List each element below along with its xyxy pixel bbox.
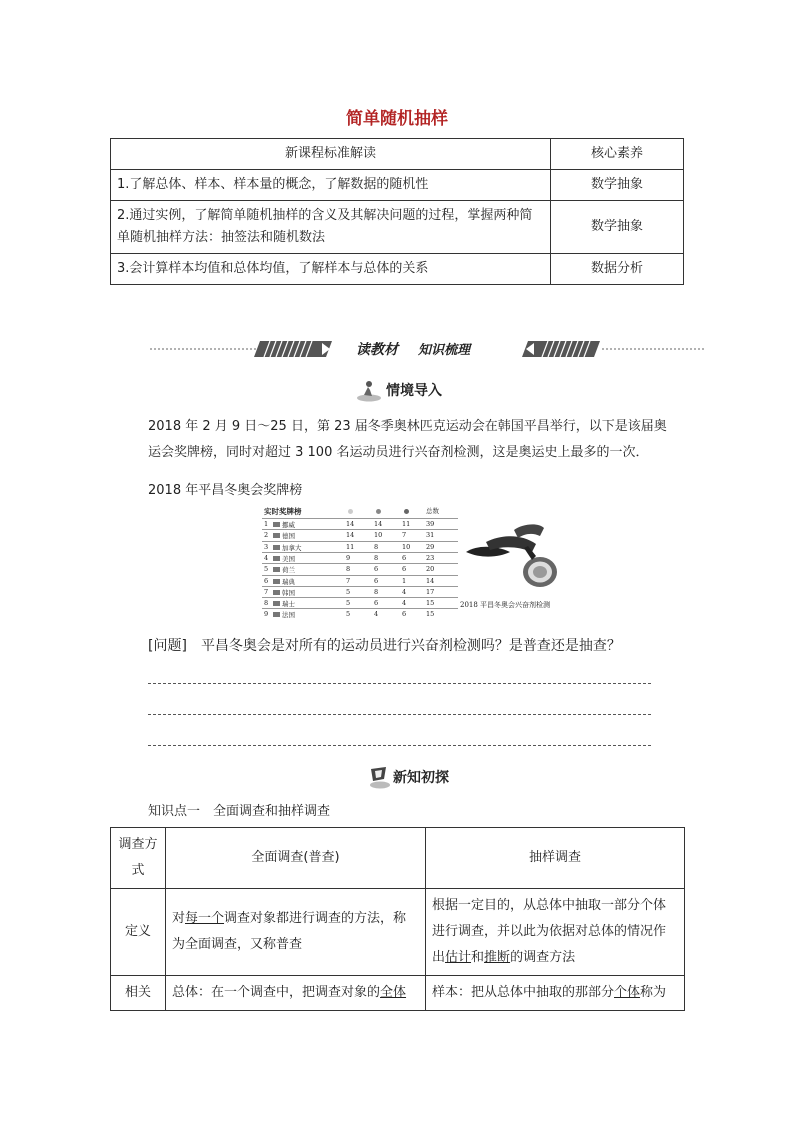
medal-cell-g: 9 — [346, 553, 351, 562]
medal-cell-s: 4 — [374, 610, 379, 619]
medal-row — [262, 552, 458, 564]
medal-cell-g: 7 — [346, 576, 351, 585]
medal-cell-rank: 1 — [264, 520, 269, 528]
def2-underline-2: 推断 — [484, 950, 511, 965]
census-definition — [166, 889, 426, 976]
page-title: 简单随机抽样 — [346, 109, 448, 129]
row-label-definition: 定义 — [111, 889, 166, 976]
rel2-underline: 个体 — [614, 985, 641, 1000]
flag-icon — [273, 590, 280, 595]
medal-cell-b: 4 — [402, 599, 407, 608]
standard-text: 2.通过实例，了解简单随机抽样的含义及其解决问题的过程，掌握两种简单随机抽样方法：抽签法和随机数法 — [111, 201, 551, 254]
flag-icon — [273, 545, 280, 550]
header-sampling: 抽样调查 — [426, 828, 685, 889]
medal-cell-s: 8 — [374, 553, 379, 562]
core-value: 数学抽象 — [551, 201, 684, 254]
medal-cell-g: 5 — [346, 599, 351, 608]
table-header-row — [111, 828, 685, 889]
medal-cell-s: 8 — [374, 587, 379, 596]
def2-pre: 根据一定目的，从总体中抽取一部分个体进行调查，并以此为依据对总体的情况作出 — [432, 898, 667, 965]
question-text: 平昌冬奥会是对所有的运动员进行兴奋剂检测吗？是普查还是抽查？ — [200, 638, 621, 654]
gold-dot-icon — [348, 509, 353, 514]
census-related — [166, 976, 426, 1011]
medal-cell-rank: 3 — [264, 542, 269, 551]
knowledge-point-title: 知识点一 全面调查和抽样调查 — [148, 804, 331, 819]
medal-cell-country: 韩国 — [282, 588, 295, 597]
banner-stripes-right — [522, 341, 600, 357]
flag-icon — [273, 612, 280, 617]
core-value: 数学抽象 — [551, 170, 684, 201]
flag-icon — [273, 601, 280, 606]
table-row — [111, 201, 684, 254]
skater-icon — [356, 378, 382, 402]
medal-cell-rank: 2 — [264, 531, 269, 540]
medal-cell-g: 5 — [346, 610, 351, 619]
medal-row — [262, 597, 458, 609]
doping-test-image — [458, 516, 582, 596]
banner-stripes-left — [254, 341, 332, 357]
header-standard: 新课程标准解读 — [111, 139, 551, 170]
medal-cell-country: 德国 — [282, 532, 295, 541]
def1-pre: 对 — [172, 911, 186, 926]
medal-cell-s: 8 — [374, 542, 379, 551]
rel1-underline: 全体 — [380, 985, 407, 1000]
medal-cell-rank: 7 — [264, 587, 269, 596]
def1-underline: 每一个 — [185, 911, 225, 926]
sampling-definition — [426, 889, 685, 976]
medal-cell-rank: 9 — [264, 610, 269, 619]
medal-cell-rank: 6 — [264, 576, 269, 585]
intro-heading-text: 情境导入 — [386, 383, 442, 399]
def1-post: 调查对象都进行调查的方法，称为全面调查，又称普查 — [172, 911, 407, 952]
table-row — [111, 889, 685, 976]
medal-cell-country: 法国 — [282, 611, 295, 620]
doping-image-caption: 2018 平昌冬奥会兴奋剂检测 — [460, 601, 551, 609]
silver-dot-icon — [376, 509, 381, 514]
medal-row — [262, 529, 458, 541]
medal-total-label: 总数 — [426, 507, 439, 515]
book-icon — [368, 765, 390, 789]
header-census: 全面调查(普查) — [166, 828, 426, 889]
medal-row — [262, 608, 458, 620]
flag-icon — [273, 567, 280, 572]
rel2-post: 称为 — [640, 985, 667, 1000]
medal-cell-g: 11 — [346, 542, 355, 551]
new-heading — [368, 764, 449, 790]
table-header-row — [111, 139, 684, 170]
medal-cell-b: 6 — [402, 610, 407, 619]
def2-mid: 和 — [471, 950, 485, 965]
medal-caption: 2018 年平昌冬奥会奖牌榜 — [148, 483, 303, 498]
table-row — [111, 170, 684, 201]
medal-cell-b: 6 — [402, 553, 407, 562]
flag-icon — [273, 556, 280, 561]
def2-post: 的调查方法 — [510, 950, 576, 965]
medal-cell-s: 10 — [374, 531, 383, 540]
intro-paragraph: 2018 年 2 月 9 日～25 日，第 23 届冬季奥林匹克运动会在韩国平昌举行，以下是该届奥运会奖牌榜，同时对超过 3 100 名运动员进行兴奋剂检测，这是奥运史上最多的一次． — [148, 419, 667, 460]
medal-cell-rank: 8 — [264, 599, 269, 608]
flag-icon — [273, 579, 280, 584]
medal-cell-b: 7 — [402, 531, 407, 540]
medal-cell-t: 29 — [426, 542, 435, 551]
medal-cell-t: 20 — [426, 565, 435, 574]
answer-line-3[interactable] — [148, 745, 651, 746]
rel2-pre: 样本：把从总体中抽取的那部分 — [432, 985, 615, 1000]
medal-cell-g: 14 — [346, 520, 355, 528]
standard-text: 1.了解总体、样本、样本量的概念，了解数据的随机性 — [111, 170, 551, 201]
flag-icon — [273, 533, 280, 538]
table-row — [111, 976, 685, 1011]
medal-cell-t: 14 — [426, 576, 435, 585]
standards-table — [110, 138, 684, 285]
rel1-pre: 总体：在一个调查中，把调查对象的 — [172, 985, 381, 1000]
medal-cell-s: 6 — [374, 576, 379, 585]
medal-cell-b: 11 — [402, 520, 411, 528]
medal-row — [262, 518, 458, 530]
medal-row — [262, 563, 458, 575]
medal-cell-g: 5 — [346, 587, 351, 596]
table-row — [111, 254, 684, 285]
row-label-related: 相关 — [111, 976, 166, 1011]
question-label: [问题] — [148, 638, 187, 654]
medal-cell-rank: 5 — [264, 565, 269, 574]
medal-cell-b: 1 — [402, 576, 407, 585]
medal-cell-s: 14 — [374, 520, 383, 528]
medal-cell-country: 挪威 — [282, 521, 295, 529]
medal-cell-g: 8 — [346, 565, 351, 574]
medal-cell-s: 6 — [374, 599, 379, 608]
survey-table — [110, 827, 685, 1011]
medal-cell-g: 14 — [346, 531, 355, 540]
answer-line-1[interactable] — [148, 683, 651, 684]
flag-icon — [273, 522, 280, 527]
medal-cell-t: 15 — [426, 610, 435, 619]
bronze-dot-icon — [404, 509, 409, 514]
core-value: 数据分析 — [551, 254, 684, 285]
answer-line-2[interactable] — [148, 714, 651, 715]
banner-text-part1: 读教材 — [356, 342, 398, 358]
banner-text-part2: 知识梳理 — [418, 343, 471, 358]
medal-cell-t: 39 — [426, 520, 435, 528]
medal-table-title: 实时奖牌榜 — [264, 507, 302, 516]
standard-text: 3.会计算样本均值和总体均值，了解样本与总体的关系 — [111, 254, 551, 285]
medal-row — [262, 586, 458, 598]
medal-row — [262, 541, 458, 553]
medal-cell-b: 10 — [402, 542, 411, 551]
medal-cell-country: 美国 — [282, 554, 295, 563]
medal-cell-s: 6 — [374, 565, 379, 574]
medal-cell-t: 23 — [426, 553, 435, 562]
sampling-related — [426, 976, 685, 1011]
medal-figure — [262, 504, 582, 624]
intro-heading — [356, 378, 442, 402]
medal-cell-country: 瑞士 — [282, 600, 295, 609]
medal-cell-b: 4 — [402, 587, 407, 596]
medal-cell-t: 17 — [426, 587, 435, 596]
medal-cell-country: 瑞典 — [282, 577, 295, 586]
medal-cell-b: 6 — [402, 565, 407, 574]
header-core: 核心素养 — [551, 139, 684, 170]
medal-cell-t: 31 — [426, 531, 435, 540]
new-heading-text: 新知初探 — [393, 770, 449, 786]
medal-cell-country: 加拿大 — [282, 543, 302, 552]
question — [148, 634, 621, 658]
header-survey-method: 调查方式 — [111, 828, 166, 889]
medal-cell-country: 荷兰 — [282, 566, 295, 575]
section-banner — [150, 338, 706, 360]
medal-cell-t: 15 — [426, 599, 435, 608]
medal-row — [262, 575, 458, 587]
def2-underline-1: 估计 — [445, 950, 472, 965]
medal-cell-rank: 4 — [264, 553, 269, 562]
